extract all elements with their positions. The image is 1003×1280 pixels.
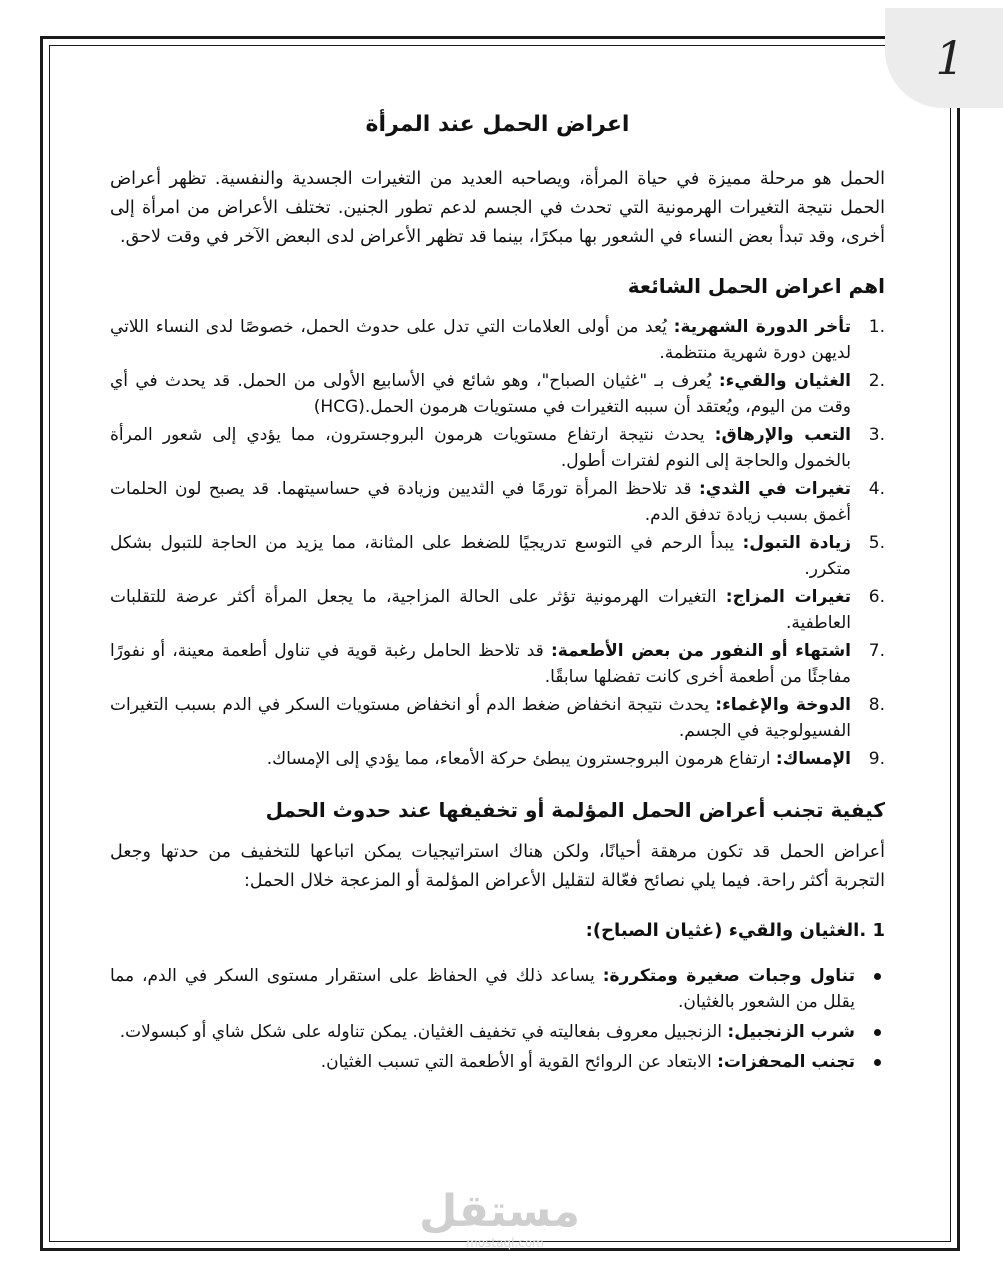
symptom-item [110,692,885,744]
section-heading-relief: كيفية تجنب أعراض الحمل المؤلمة أو تخفيفها عند حدوث الحمل [265,798,885,822]
watermark-url: mostaql.com [466,1236,544,1250]
symptom-number: 3. [868,425,885,445]
bullet-icon [874,1029,881,1036]
symptom-term: تغيرات في الثدي: [698,479,852,499]
symptom-number: 8. [868,695,885,715]
intro-paragraph: الحمل هو مرحلة مميزة في حياة المرأة، ويصاحبه العديد من التغيرات الجسدية والنفسية. تظهر أعراض الحمل نتيجة التغيرات الهرمونية التي تحدث في الجسم لدعم تطور الجنين. تختلف الأعراض من امرأة إلى أخرى، وقد تبدأ بعض النساء في الشعور بها مبكرًا، بينما قد تظهر الأعراض لدى البعض الآخر في وقت لاحق. [110,169,885,247]
tip-text: يساعد ذلك في الحفاظ على استقرار مستوى السكر في الدم، مما يقلل من الشعور بالغثيان. [110,966,855,1012]
symptom-item [110,422,885,474]
symptom-item [110,584,885,636]
symptom-item [110,638,885,690]
symptom-number: 1. [868,317,885,337]
symptom-term: تأخر الدورة الشهرية: [673,317,851,337]
symptom-text: قد تلاحظ الحامل رغبة قوية في تناول أطعمة معينة، أو نفورًا مفاجئًا من أطعمة أخرى كانت تفضلها سابقًا. [110,641,851,687]
symptom-term: زيادة التبول: [742,533,851,553]
symptom-number: 2. [868,371,885,391]
symptom-text: قد تلاحظ المرأة تورمًا في الثديين وزيادة في حساسيتهما. قد يصبح لون الحلمات أغمق بسبب زيادة تدفق الدم. [110,479,851,525]
watermark-logo: مستقل [419,1186,580,1237]
symptom-number: 4. [868,479,885,499]
page-number: 1 [935,31,965,85]
symptom-text: يُعرف بـ "غثيان الصباح"، وهو شائع في الأسابيع الأولى من الحمل. قد يحدث في أي وقت من اليوم، ويُعتقد أن سببه التغيرات في مستويات هرمون الحمل.(HCG) [110,371,851,417]
bullet-icon [874,1059,881,1066]
symptom-item [110,530,885,582]
symptom-text: يحدث نتيجة انخفاض ضغط الدم أو انخفاض مستويات السكر في الدم بسبب التغيرات الفسيولوجية في الجسم. [110,695,851,741]
symptom-text: يبدأ الرحم في التوسع تدريجيًا للضغط على المثانة، مما يزيد من الحاجة للتبول بشكل متكرر. [110,533,851,579]
symptom-number: 9. [868,749,885,769]
document-body [110,112,885,1079]
nausea-tips-list [110,963,885,1075]
section-heading-common-symptoms: اهم اعراض الحمل الشائعة [627,274,885,298]
symptom-term: الإمساك: [775,749,851,769]
symptom-term: الغثيان والقيء: [718,371,851,391]
tip-term: تجنب المحفزات: [717,1052,855,1072]
symptom-item [110,314,885,366]
relief-intro-paragraph: أعراض الحمل قد تكون مرهقة أحيانًا، ولكن هناك استراتيجيات يمكن اتباعها للتخفيف من حدتها وجعل التجربة أكثر راحة. فيما يلي نصائح فعّالة لتقليل الأعراض المؤلمة أو المزعجة خلال الحمل: [110,842,885,891]
symptom-text: يُعد من أولى العلامات التي تدل على حدوث الحمل، خصوصًا لدى النساء اللاتي لديهن دورة شهرية منتظمة. [110,317,851,363]
symptom-item [110,368,885,420]
symptom-item [110,476,885,528]
symptom-text: يحدث نتيجة ارتفاع مستويات هرمون البروجسترون، مما يؤدي إلى شعور المرأة بالخمول والحاجة إلى النوم لفترات أطول. [110,425,851,471]
symptom-item [110,746,885,772]
tip-term: شرب الزنجبيل: [727,1022,855,1042]
tip-item [110,963,855,1015]
symptom-term: تغيرات المزاج: [725,587,851,607]
symptom-number: 5. [868,533,885,553]
tip-text: الزنجبيل معروف بفعاليته في تخفيف الغثيان. يمكن تناوله على شكل شاي أو كبسولات. [119,1022,728,1042]
tip-term: تناول وجبات صغيرة ومتكررة: [602,966,855,986]
symptom-term: التعب والإرهاق: [714,425,852,445]
symptom-term: اشتهاء أو النفور من بعض الأطعمة: [550,641,851,661]
tip-item [110,1019,855,1045]
subheading-nausea: 1 .الغثيان والقيء (غثيان الصباح): [585,920,885,941]
symptom-number: 7. [868,641,885,661]
document-title: اعراض الحمل عند المرأة [365,112,630,137]
tip-text: الابتعاد عن الروائح القوية أو الأطعمة التي تسبب الغثيان. [320,1052,718,1072]
symptom-text: ارتفاع هرمون البروجسترون يبطئ حركة الأمعاء، مما يؤدي إلى الإمساك. [266,749,776,769]
symptom-text: التغيرات الهرمونية تؤثر على الحالة المزاجية، ما يجعل المرأة أكثر عرضة للتقلبات العاطفية. [110,587,851,633]
symptom-term: الدوخة والإغماء: [715,695,851,715]
symptoms-list [110,314,885,772]
bullet-icon [874,973,881,980]
symptom-number: 6. [868,587,885,607]
tip-item [110,1049,855,1075]
